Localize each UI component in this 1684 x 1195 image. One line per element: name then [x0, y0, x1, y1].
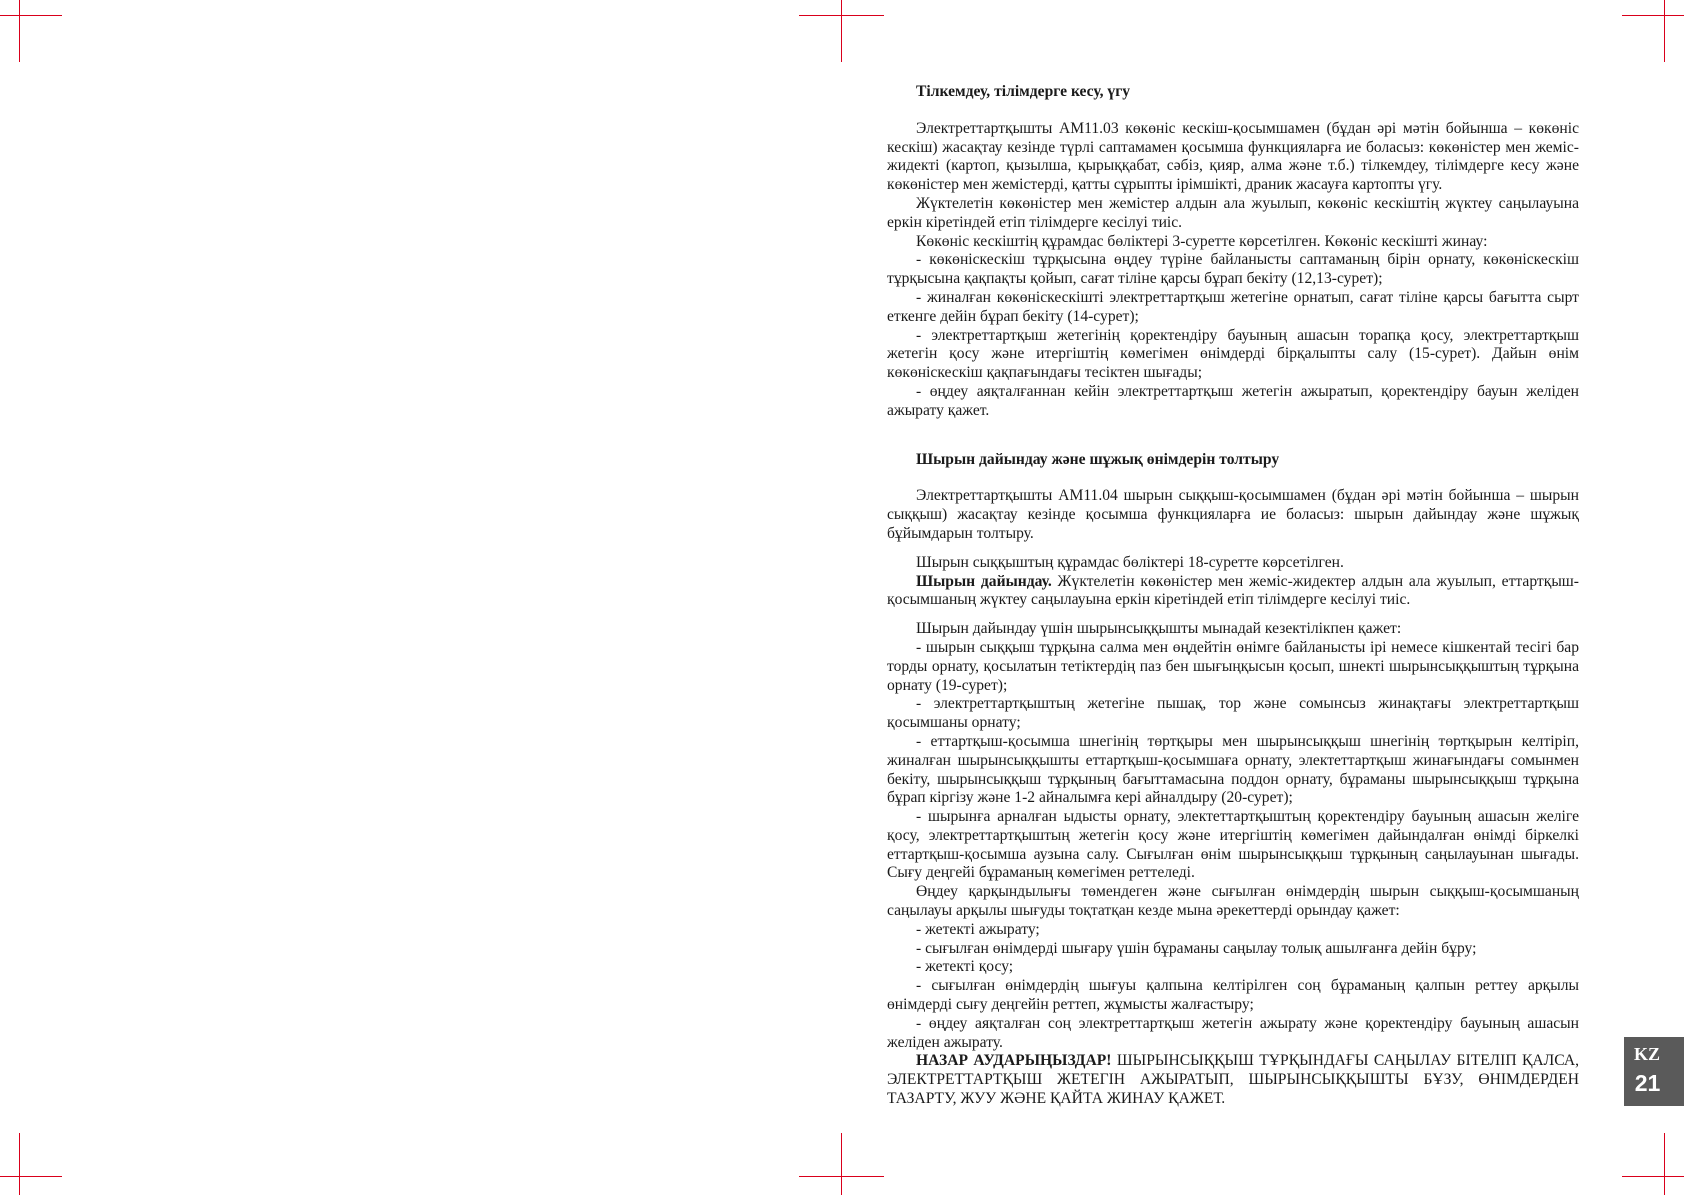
list-item: - сығылған өнімдерді шығару үшін бұраманы саңылау толық ашылғанға дейін бұру; — [916, 939, 1477, 957]
paragraph-text: Жүктелетін көкөністер мен жеміс-жидектер алдын ала жуылып, еттартқыш-қосымшаның жүктеу саңылауына еркін кіретіндей етіп тілімдерге кесілуі тиіс. — [887, 572, 1580, 609]
crop-mark — [1664, 0, 1665, 62]
paragraph: Электреттартқышты АМ11.03 көкөніс кескіш-қосымшамен (бұдан әрі мәтін бойынша – көкөніс кескіш) жасақтау кезінде түрлі саптамамен қосымша функцияларға ие боласыз: көкөністер мен жеміс-жидекті (картоп, қызылша, қырыққабат, сәбіз, қияр, алма және т.б.) тілкемдеу, тілімдерге кесу және көкөністер мен жемістерді, қатты сұрыпты ірімшікті, драник жасауға картопты үгу. — [887, 119, 1579, 194]
paragraph: Жүктелетін көкөністер мен жемістер алдын ала жуылып, көкөніс кескіштің жүктеу саңылауына еркін кіретіндей етіп тілімдерге кесілуі тиіс. — [887, 194, 1579, 231]
paragraph — [887, 573, 1579, 611]
list-item: - электреттартқыш жетегінің қоректендіру бауының ашасын торапқа қосу, электреттартқыш жетегін қосу және итергіштің көмегімен өнімдерді бірқалыпты салу (15-сурет). Дайын өнім көкөніскескіш қақпағындағы тесіктен шығады; — [887, 326, 1579, 382]
list-item: - электреттартқыштың жетегіне пышақ, тор және сомынсыз жинақтағы электреттартқыш қосымшаны орнату; — [887, 695, 1579, 732]
warning-text: ШЫРЫНСЫҚҚЫШ ТҰРҚЫНДАҒЫ САҢЫЛАУ БІТЕЛІП ҚАЛСА, ЭЛЕКТРЕТТАРТҚЫШ ЖЕТЕГІН АЖЫРАТЫП, ШЫРЫНСЫҚҚЫШТЫ БҰЗУ, ӨНІМДЕРДЕН ТАЗАРТУ, ЖУУ ЖӘНЕ ҚАЙТА ЖИНАУ ҚАЖЕТ. — [887, 1052, 1580, 1108]
bold-lead: Шырын дайындау. — [916, 572, 1052, 590]
warning-paragraph — [887, 1052, 1579, 1108]
crop-mark — [1664, 1133, 1665, 1195]
crop-mark — [1622, 1176, 1684, 1177]
paragraph: Өңдеу қарқындылығы төмендеген және сығылған өнімдердің шырын сыққыш-қосымшаның саңылауы арқылы шығуды тоқтатқан кезде мына әрекеттерді орындау қажет: — [887, 883, 1579, 920]
paragraph: Шырын сыққыштың құрамдас бөліктері 18-суретте көрсетілген. — [916, 553, 1344, 571]
list-item: - өңдеу аяқталғаннан кейін электреттартқыш жетегін ажыратып, қоректендіру бауын желіден ажырату қажет. — [887, 382, 1579, 419]
list-item: - өңдеу аяқталған соң электреттартқыш жетегін ажырату және қоректендіру бауының ашасын желіден ажырату. — [887, 1014, 1579, 1051]
list-item: - шырын сыққыш тұрқына салма мен өңдейтін өнімге байланысты ірі немесе кішкентай тесігі бар торды орнату, қосылатын тетіктердің паз бен шығыңқысын қосып, шнекті шырынсыққыштың тұрқына орнату (19-сурет); — [887, 638, 1579, 694]
list-item: - жиналған көкөніскескішті электреттартқыш жетегіне орнатып, сағат тіліне қарсы бағытта сырт еткенге дейін бұрап бекіту (14-сурет); — [887, 288, 1579, 325]
list-item: - еттартқыш-қосымша шнегінің төртқыры мен шырынсыққыш шнегінің төртқырын келтіріп, жиналған шырынсыққышты еттартқыш-қосымшаға орнату, электеттартқыш жинағындағы сомынмен бекіту, шырынсыққыш тұрқының бағыттамасына поддон орнату, бұраманы шырынсыққыш тұрқына бұрап кіргізу және 1-2 айналымға кері айналдыру (20-сурет); — [887, 732, 1579, 807]
section-heading-slicing: Тілкемдеу, тілімдерге кесу, үгу — [916, 83, 1131, 100]
crop-mark — [841, 0, 842, 62]
page-number: 21 — [1634, 1070, 1661, 1096]
page-tab — [1624, 1037, 1684, 1106]
paragraph: Шырын дайындау үшін шырынсыққышты мынадай кезектілікпен қажет: — [916, 620, 1402, 638]
crop-mark — [19, 0, 20, 62]
crop-mark — [841, 1133, 842, 1195]
list-item: - жетекті қосу; — [916, 958, 1014, 976]
list-item: - жетекті ажырату; — [916, 920, 1040, 938]
warning-label: НАЗАР АУДАРЫҢЫЗДАР! — [916, 1052, 1112, 1070]
list-item: - көкөніскескіш тұрқысына өңдеу түріне байланысты саптаманың бірін орнату, көкөніскескіш тұрқысына қақпақты қойып, сағат тіліне қарсы бұрап бекіту (12,13-сурет); — [887, 251, 1579, 288]
paragraph: Электреттартқышты АМ11.04 шырын сыққыш-қосымшамен (бұдан әрі мәтін бойынша – шырын сыққыш) жасақтау кезінде қосымша функцияларға ие боласыз: шырын дайындау және шұжық бұйымдарын толтыру. — [887, 487, 1579, 542]
list-item: - шырынға арналған ыдысты орнату, электеттартқыштың қоректендіру бауының ашасын желіге қосу, электреттартқыштың жетегін қосу және итергіштің көмегімен дайындалған өнімді біркелкі еттартқыш-қосымша аузына салу. Сығылған өнім шырынсыққыш тұрқының саңылауынан шығады. Сығу деңгейі бұраманың көмегімен реттеледі. — [887, 808, 1579, 882]
crop-mark — [0, 1176, 62, 1177]
list-item: - сығылған өнімдердің шығуы қалпына келтірілген соң бұраманың қалпын реттеу арқылы өнімдерді сығу деңгейін реттеп, жұмысты жалғастыру; — [887, 977, 1579, 1014]
crop-mark — [1622, 15, 1684, 16]
crop-mark — [19, 1133, 20, 1195]
crop-mark — [0, 15, 62, 16]
language-code: KZ — [1633, 1044, 1660, 1064]
paragraph: Көкөніс кескіштің құрамдас бөліктері 3-суретте көрсетілген. Көкөніс кескішті жинау: — [916, 232, 1488, 250]
page-content — [887, 83, 1579, 1109]
section-heading-juice: Шырын дайындау және шұжық өнімдерін толтыру — [916, 450, 1280, 468]
